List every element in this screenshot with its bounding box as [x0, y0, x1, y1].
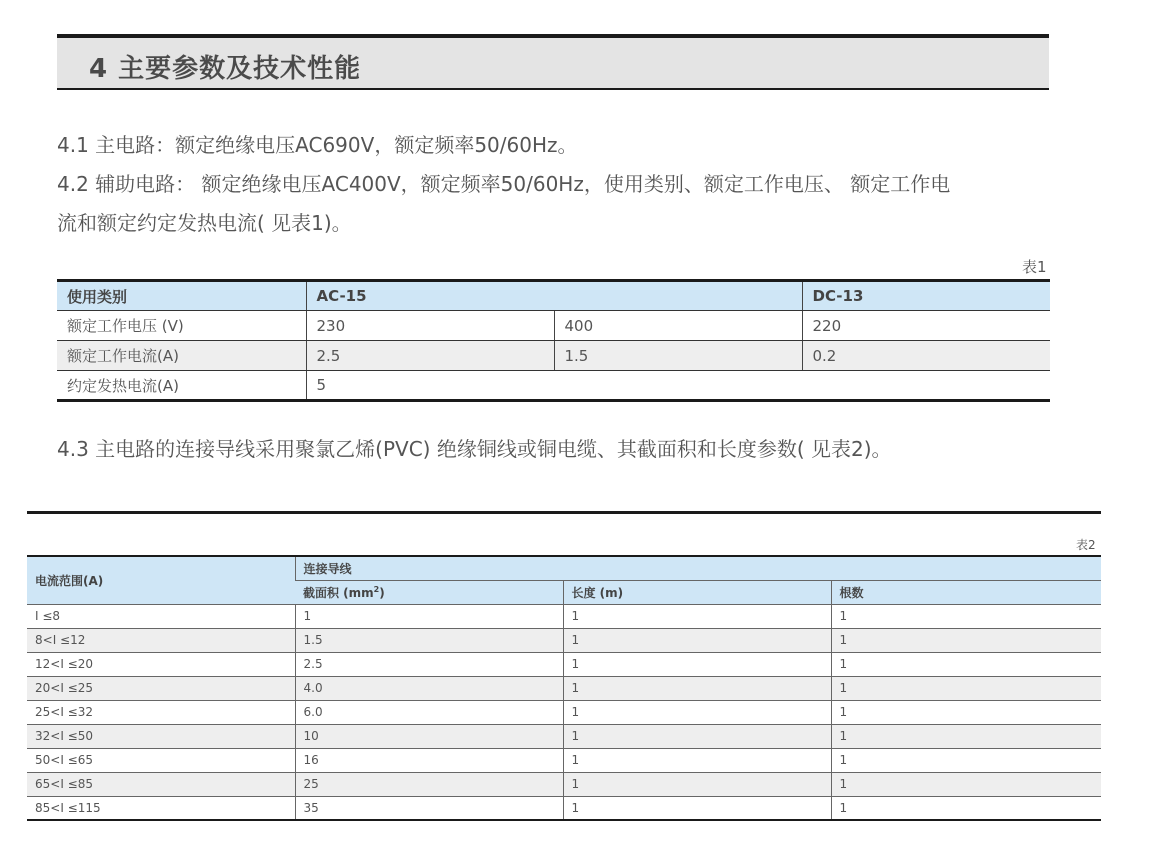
- area-cell: 6.0: [295, 700, 563, 724]
- cell: 400: [554, 311, 802, 341]
- length-cell: 1: [563, 628, 831, 652]
- range-cell: 32<I ≤50: [27, 724, 295, 748]
- table-row: [27, 676, 1101, 700]
- count-cell: 1: [831, 676, 1101, 700]
- table-row: [27, 748, 1101, 772]
- table2: [27, 555, 1101, 821]
- table-row: [57, 371, 1050, 401]
- area-cell: 4.0: [295, 676, 563, 700]
- area-cell: 25: [295, 772, 563, 796]
- table2-header-group: 连接导线: [295, 556, 1101, 580]
- table-row: [27, 724, 1101, 748]
- table2-caption: 表2: [1076, 538, 1096, 552]
- cell: 220: [802, 311, 1050, 341]
- table1-header-dc13: DC-13: [802, 281, 1050, 311]
- area-cell: 1: [295, 604, 563, 628]
- range-cell: 65<I ≤85: [27, 772, 295, 796]
- area-cell: 16: [295, 748, 563, 772]
- header-area-text: 截面积 (mm: [303, 585, 374, 600]
- header-area-sup: 2: [373, 584, 380, 594]
- cell: 0.2: [802, 341, 1050, 371]
- paragraph-4-2-line-1: 4.2 辅助电路： 额定绝缘电压AC400V，额定频率50/60Hz，使用类别、额定工作电压、 额定工作电: [57, 172, 951, 196]
- table-row: [27, 604, 1101, 628]
- table-row: [27, 652, 1101, 676]
- length-cell: 1: [563, 676, 831, 700]
- row-label: 额定工作电压 (V): [57, 311, 306, 341]
- table-row: [57, 311, 1050, 341]
- range-cell: 85<I ≤115: [35, 800, 101, 815]
- count-cell: 1: [831, 652, 1101, 676]
- table2-header-count: 根数: [831, 580, 1101, 604]
- range-cell: 8<I ≤12: [27, 628, 295, 652]
- length-cell: 1: [563, 748, 831, 772]
- paragraph-4-2-line-2: 流和额定约定发热电流( 见表1)。: [57, 211, 352, 235]
- table1-header-ac15: AC-15: [306, 281, 802, 311]
- table-row: [57, 341, 1050, 371]
- table2-header-area: [295, 580, 563, 604]
- range-cell: 50<I ≤65: [27, 748, 295, 772]
- table2-header-range: 电流范围(A): [27, 556, 295, 604]
- table1-header-category: 使用类别: [57, 281, 306, 311]
- area-cell: 1.5: [295, 628, 563, 652]
- table2-header-length: 长度 (m): [563, 580, 831, 604]
- area-cell: 10: [295, 724, 563, 748]
- table2-header-row-1: [27, 556, 1101, 580]
- length-cell: 1: [563, 700, 831, 724]
- table1: [57, 279, 1050, 402]
- range-cell: 25<I ≤32: [27, 700, 295, 724]
- count-cell: 1: [831, 772, 1101, 796]
- section-header: [57, 34, 1049, 90]
- range-cell: 12<I ≤20: [27, 652, 295, 676]
- area-cell: 2.5: [295, 652, 563, 676]
- range-cell: 20<I ≤25: [27, 676, 295, 700]
- area-cell: 35: [295, 796, 563, 820]
- paragraph-4-1: 4.1 主电路：额定绝缘电压AC690V，额定频率50/60Hz。: [57, 133, 578, 157]
- section-title: 4 主要参数及技术性能: [89, 54, 362, 84]
- count-cell: 1: [831, 748, 1101, 772]
- row-label: 额定工作电流(A): [57, 341, 306, 371]
- count-cell: 1: [831, 628, 1101, 652]
- count-cell: 1: [831, 724, 1101, 748]
- table1-caption: 表1: [1022, 258, 1047, 276]
- row-label: 约定发热电流(A): [67, 376, 179, 395]
- cell: 230: [306, 311, 554, 341]
- length-cell: 1: [563, 652, 831, 676]
- table1-header-row: [57, 281, 1050, 311]
- table-row: [27, 700, 1101, 724]
- cell: 5: [306, 371, 1050, 401]
- cell: 1.5: [554, 341, 802, 371]
- range-cell: I ≤8: [27, 604, 295, 628]
- count-cell: 1: [831, 700, 1101, 724]
- cell: 2.5: [306, 341, 554, 371]
- table-row: [27, 796, 1101, 820]
- length-cell: 1: [563, 724, 831, 748]
- header-area-close: ): [379, 585, 385, 600]
- table-row: [27, 772, 1101, 796]
- table-row: [27, 628, 1101, 652]
- length-cell: 1: [563, 772, 831, 796]
- paragraph-4-3: 4.3 主电路的连接导线采用聚氯乙烯(PVC) 绝缘铜线或铜电缆、其截面积和长度参数( 见表2)。: [57, 437, 892, 461]
- count-cell: 1: [831, 604, 1101, 628]
- length-cell: 1: [563, 796, 831, 820]
- count-cell: 1: [831, 796, 1101, 820]
- length-cell: 1: [563, 604, 831, 628]
- table2-top-rule: [27, 511, 1101, 514]
